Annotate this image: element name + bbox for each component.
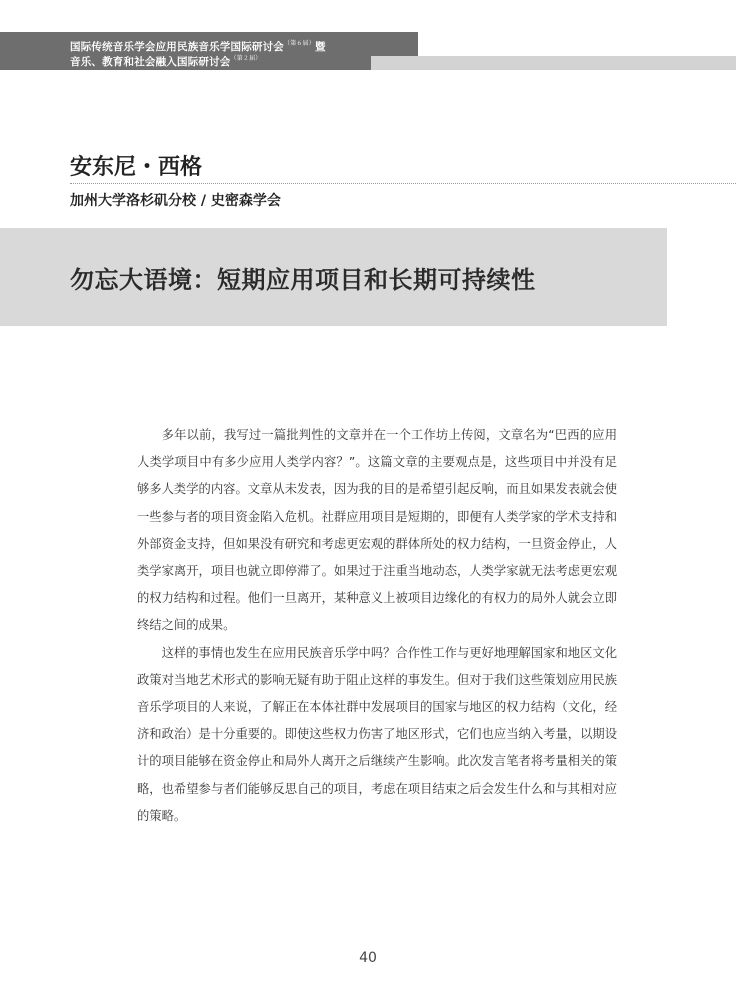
paragraph: 多年以前，我写过一篇批判性的文章并在一个工作坊上传阅，文章名为“巴西的应用人类学项目中有多少应用人类学内容？”。这篇文章的主要观点是，这些项目中并没有足够多人类学的内容。文章从未发表，因为我的目的是希望引起反响，而且如果发表就会使一些参与者的项目资金陷入危机。社群应用项目是短期的，即便有人类学家的学术支持和外部资金支持，但如果没有研究和考虑更宏观的群体所处的权力结构，一旦资金停止，人类学家离开，项目也就立即停滞了。如果过于注重当地动态，人类学家就无法考虑更宏观的权力结构和过程。他们一旦离开，某种意义上被项目边缘化的有权力的局外人就会立即终结之间的成果。 — [137, 428, 617, 633]
header-accent-bar — [371, 56, 736, 70]
header-line-1-text: 国际传统音乐学会应用民族音乐学国际研讨会 — [70, 41, 284, 53]
paragraph: 这样的事情也发生在应用民族音乐学中吗？合作性工作与更好地理解国家和地区文化政策对当地艺术形式的影响无疑有助于阻止这样的事发生。但对于我们这些策划应用民族音乐学项目的人来说，了解正在本体社群中发展项目的国家与地区的权力结构（文化，经济和政治）是十分重要的。即使这些权力伤害了地区形式，它们也应当纳入考量，以期设计的项目能够在资金停止和局外人离开之后继续产生影响。此次发言笔者将考量相关的策略，也希望参与者们能够反思自己的项目，考虑在项目结束之后会发生什么和与其相对应的策略。 — [137, 645, 617, 823]
header-edition-1: （第６届） — [284, 40, 316, 47]
header-line-1-tail: 暨 — [315, 41, 326, 53]
title-band — [0, 228, 667, 326]
article-title: 勿忘大语境：短期应用项目和长期可持续性 — [70, 265, 536, 294]
article-body — [137, 422, 617, 830]
header-line-1 — [70, 38, 326, 54]
header-line-2 — [70, 53, 262, 69]
running-header — [0, 32, 418, 70]
header-edition-2: （第２届） — [230, 55, 262, 62]
page-number: 40 — [359, 950, 377, 966]
author-name: 安东尼・西格 — [70, 154, 203, 180]
author-divider — [70, 183, 736, 184]
author-affiliation: 加州大学洛杉矶分校 / 史密森学会 — [70, 193, 281, 209]
header-line-2-text: 音乐、教育和社会融入国际研讨会 — [70, 56, 231, 68]
